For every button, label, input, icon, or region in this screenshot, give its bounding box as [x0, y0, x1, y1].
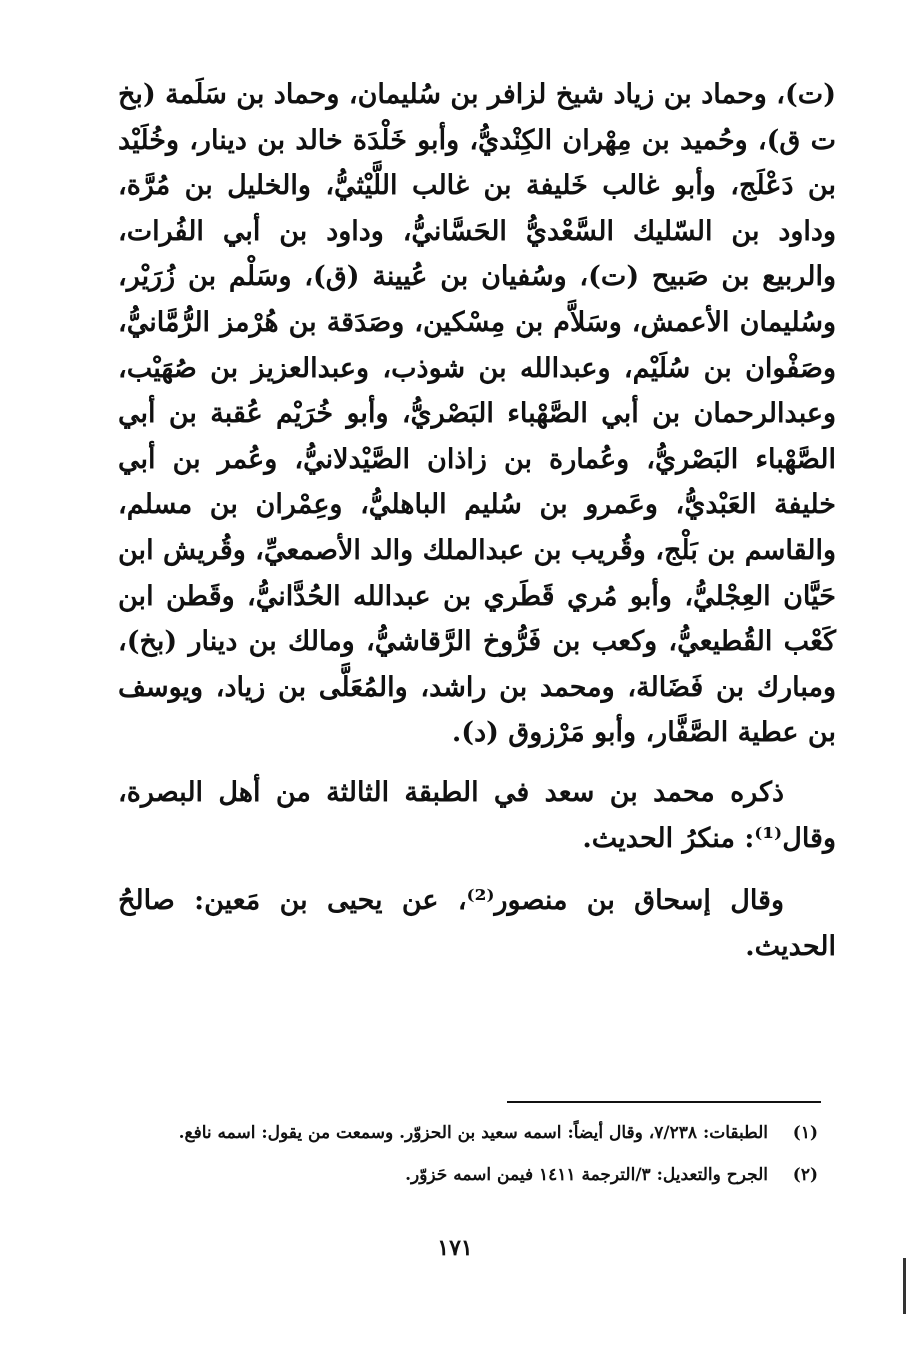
biography-paragraph: (ت)، وحماد بن زياد شيخ لزافر بن سُليمان، وحماد بن سَلَمة (بخ ت ق)، وحُميد بن مِهْران الكِنْديُّ، وأبو خَلْدَة خالد بن دينار، وخُلَيْد بن دَعْلَج، وأبو غالب خَليفة بن غالب اللَّيْثيُّ، والخليل بن مُرَّة، وداود بن السّليك السَّعْديُّ الحَسَّانيُّ، وداود بن أبي الفُرات، والربيع بن صَبيح (ت)، وسُفيان بن عُيينة (ق)، وسَلْم بن زُرَيْر، وسُليمان الأعمش، وسَلاَّم بن مِسْكين، وصَدَقة بن هُرْمز الرُّمَّانيُّ، وصَفْوان بن سُلَيْم، وعبدالله بن شوذب، وعبدالعزيز بن صُهَيْب، وعبدالرحمان بن أبي الصَّهْباء البَصْريُّ، وأبو خُرَيْم عُقبة بن أبي الصَّهْباء البَصْريُّ، وعُمارة بن زاذان الصَّيْدلانيُّ، وعُمر بن أبي خليفة العَبْديُّ، وعَمرو بن سُليم الباهليُّ، وعِمْران بن مسلم، والقاسم بن بَلْج، وقُريب بن عبدالملك والد الأصمعيِّ، وقُريش ابن حَيَّان العِجْليُّ، وأبو مُري قَطَري بن عبدالله الحُدَّانيُّ، وقَطن ابن كَعْب القُطيعيُّ، وكعب بن فَرُّوخ الرَّقاشيُّ، ومالك بن دينار (بخ)، ومبارك بن فَضَالة، ومحمد بن راشد، والمُعَلَّى بن زياد، ويوسف بن عطية الصَّفَّار، وأبو مَرْزوق (د). — [118, 79, 836, 749]
ishaq-ibn-mansur-quote-paragraph: وقال إسحاق بن منصور⁽²⁾، عن يحيى بن مَعين: صالحُ الحديث. — [118, 885, 836, 962]
main-text-block — [118, 72, 836, 969]
footnote-text: الطبقات: ٧/٢٣٨، وقال أيضاً: اسمه سعيد بن الحزوّر. وسمعت من يقول: اسمه نافع. — [178, 1123, 768, 1143]
footnote-number: (١) — [792, 1123, 818, 1143]
footnote-1 — [118, 1118, 818, 1148]
page-edge-mark — [903, 1258, 906, 1314]
page-number: ١٧١ — [437, 1235, 473, 1261]
footnote-separator — [507, 1101, 821, 1103]
footnotes-section — [118, 1118, 818, 1190]
ibn-saad-quote-paragraph: ذكره محمد بن سعد في الطبقة الثالثة من أهل البصرة، وقال⁽¹⁾: منكرُ الحديث. — [118, 776, 836, 854]
footnote-2 — [118, 1160, 818, 1190]
footnote-text: الجرح والتعديل: ٣/الترجمة ١٤١١ فيمن اسمه حَزوّر. — [405, 1165, 768, 1185]
footnote-number: (٢) — [792, 1165, 818, 1185]
